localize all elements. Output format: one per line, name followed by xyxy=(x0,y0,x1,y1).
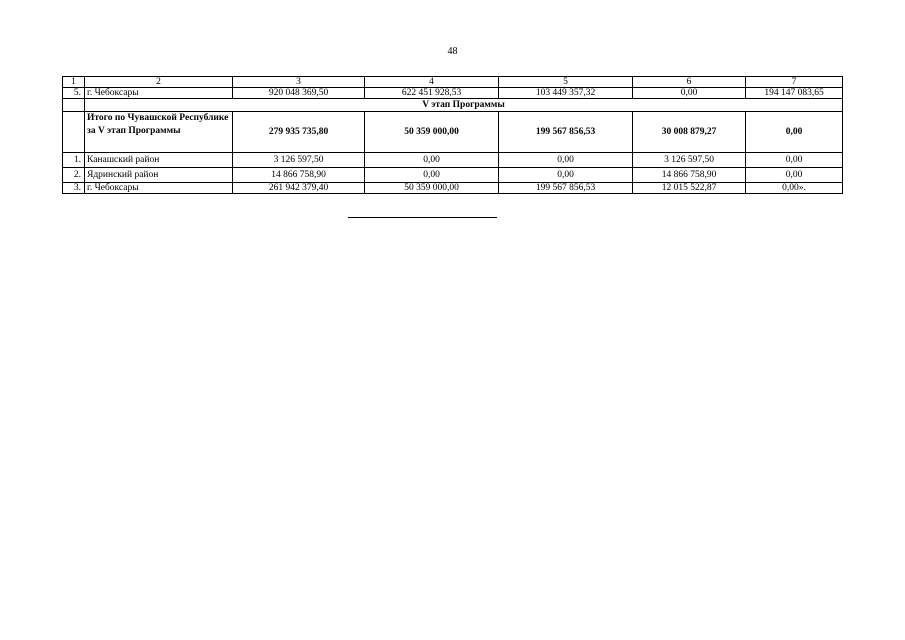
municipality-name: Канашский район xyxy=(85,153,233,168)
amount-cell: 199 567 856,53 xyxy=(499,183,633,194)
total-amount-cell: 50 359 000,00 xyxy=(365,112,499,153)
amount-cell: 0,00 xyxy=(746,153,843,168)
page-number: 48 xyxy=(447,46,458,57)
amount-cell: 103 449 357,32 xyxy=(499,88,633,99)
table-row xyxy=(63,183,843,194)
amount-cell: 3 126 597,50 xyxy=(233,153,365,168)
column-number-row xyxy=(63,77,843,88)
total-amount-cell: 0,00 xyxy=(746,112,843,153)
row-number: 2. xyxy=(63,168,85,183)
column-number: 2 xyxy=(85,77,233,88)
municipality-name: Ядринский район xyxy=(85,168,233,183)
stage-header-row xyxy=(63,99,843,112)
empty-cell xyxy=(63,112,85,153)
municipality-name: г. Чебоксары xyxy=(85,88,233,99)
amount-cell: 14 866 758,90 xyxy=(633,168,746,183)
amount-cell: 261 942 379,40 xyxy=(233,183,365,194)
amount-cell: 194 147 083,65 xyxy=(746,88,843,99)
stage-title: V этап Программы xyxy=(85,99,843,112)
amount-cell: 3 126 597,50 xyxy=(633,153,746,168)
amount-cell: 0,00 xyxy=(633,88,746,99)
row-number: 5. xyxy=(63,88,85,99)
amount-cell: 0,00 xyxy=(365,168,499,183)
total-row xyxy=(63,112,843,153)
table-row xyxy=(63,153,843,168)
row-number: 1. xyxy=(63,153,85,168)
column-number: 1 xyxy=(63,77,85,88)
amount-cell: 920 048 369,50 xyxy=(233,88,365,99)
row-number: 3. xyxy=(63,183,85,194)
total-amount-cell: 279 935 735,80 xyxy=(233,112,365,153)
funding-table xyxy=(62,76,843,194)
column-number: 3 xyxy=(233,77,365,88)
amount-cell: 0,00 xyxy=(499,153,633,168)
amount-cell: 0,00 xyxy=(499,168,633,183)
amount-cell: 622 451 928,53 xyxy=(365,88,499,99)
amount-cell: 0,00 xyxy=(746,168,843,183)
column-number: 4 xyxy=(365,77,499,88)
empty-cell xyxy=(63,99,85,112)
end-rule xyxy=(348,217,497,218)
table-row xyxy=(63,168,843,183)
total-amount-cell: 30 008 879,27 xyxy=(633,112,746,153)
municipality-name: г. Чебоксары xyxy=(85,183,233,194)
amount-cell: 14 866 758,90 xyxy=(233,168,365,183)
column-number: 6 xyxy=(633,77,746,88)
table-row xyxy=(63,88,843,99)
amount-cell: 12 015 522,87 xyxy=(633,183,746,194)
column-number: 7 xyxy=(746,77,843,88)
total-label: Итого по Чувашской Республике за V этап Программы xyxy=(85,112,233,153)
amount-cell: 0,00». xyxy=(746,183,843,194)
amount-cell: 0,00 xyxy=(365,153,499,168)
amount-cell: 50 359 000,00 xyxy=(365,183,499,194)
column-number: 5 xyxy=(499,77,633,88)
total-amount-cell: 199 567 856,53 xyxy=(499,112,633,153)
